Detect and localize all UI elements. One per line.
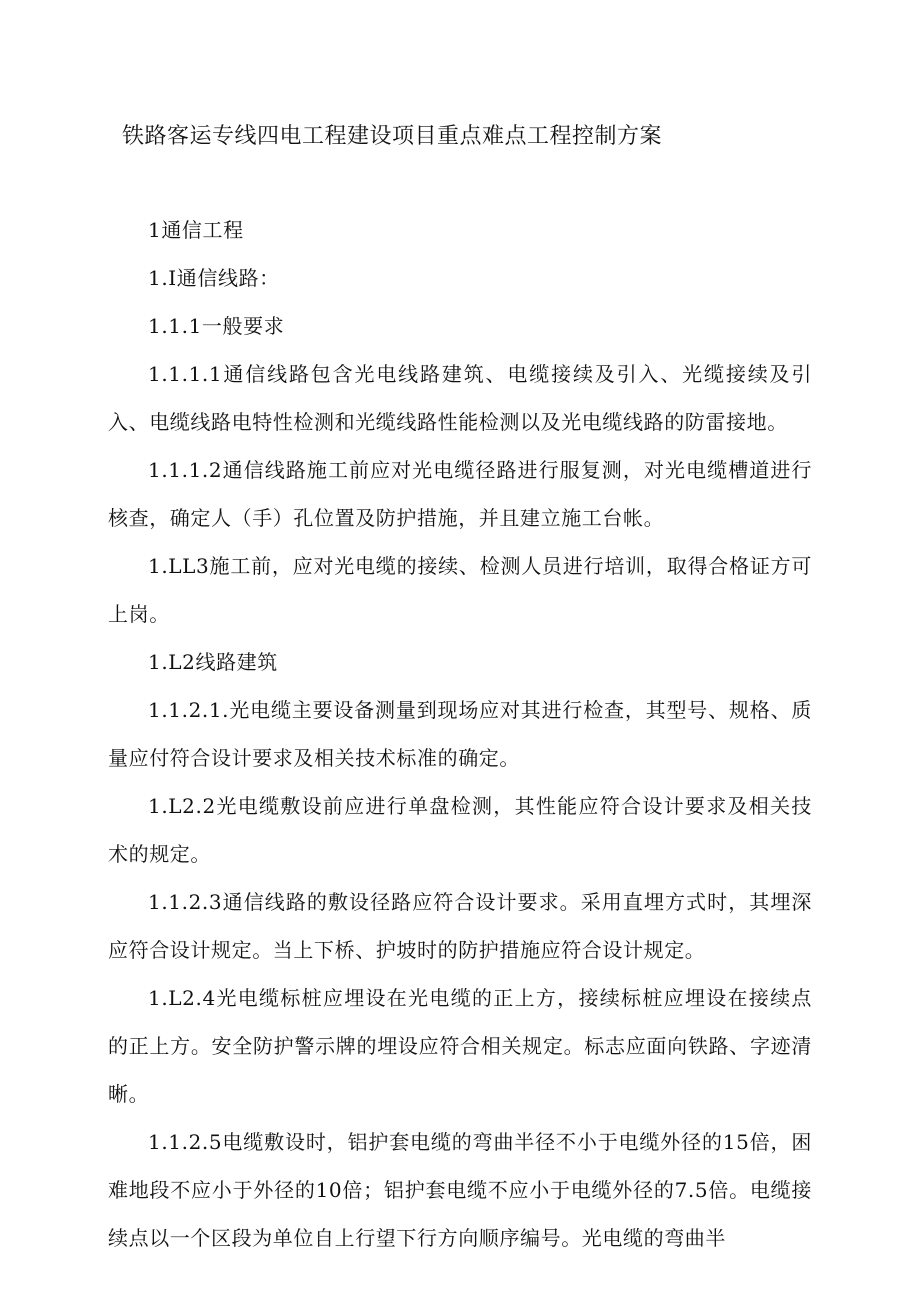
paragraph-1-1-1-3: 1.LL3施工前，应对光电缆的接续、检测人员进行培训，取得合格证方可上岗。: [108, 554, 812, 626]
heading-section-1: 1通信工程: [148, 218, 244, 242]
paragraph-1-1-1-1: 1.1.1.1通信线路包含光电线路建筑、电缆接续及引入、光缆接续及引入、电缆线路电特性检测和光缆线路性能检测以及光电缆线路的防雷接地。: [108, 362, 812, 434]
paragraph-1-1-2-1: 1.1.2.1.光电缆主要设备测量到现场应对其进行检查，其型号、规格、质量应付符合设计要求及相关技术标准的确定。: [108, 698, 812, 770]
paragraph-1-1-2-4: 1.L2.4光电缆标桩应埋设在光电缆的正上方，接续标桩应埋设在接续点的正上方。安全防护警示牌的埋设应符合相关规定。标志应面向铁路、字迹清晰。: [108, 986, 812, 1106]
paragraph-1-1-1-2: 1.1.1.2通信线路施工前应对光电缆径路进行服复测，对光电缆槽道进行核查，确定人（手）孔位置及防护措施，并且建立施工台帐。: [108, 458, 812, 530]
document-body: [108, 206, 812, 1262]
heading-section-1-1-1: 1.1.1一般要求: [148, 314, 285, 338]
paragraph-1-1-2-3: 1.1.2.3通信线路的敷设径路应符合设计要求。采用直埋方式时，其埋深应符合设计规定。当上下桥、护坡时的防护措施应符合设计规定。: [108, 890, 812, 962]
heading-section-1-1-2: 1.L2线路建筑: [148, 650, 278, 674]
paragraph-1-1-2-5: 1.1.2.5电缆敷设时，铝护套电缆的弯曲半径不小于电缆外径的15倍，困难地段不应小于外径的10倍；铝护套电缆不应小于电缆外径的7.5倍。电缆接续点以一个区段为单位自上行望下行方向顺序编号。光电缆的弯曲半: [108, 1130, 812, 1250]
heading-section-1-1: 1.I通信线路：: [148, 266, 280, 290]
paragraph-1-1-2-2: 1.L2.2光电缆敷设前应进行单盘检测，其性能应符合设计要求及相关技术的规定。: [108, 794, 812, 866]
document-title: 铁路客运专线四电工程建设项目重点难点工程控制方案: [122, 124, 663, 149]
